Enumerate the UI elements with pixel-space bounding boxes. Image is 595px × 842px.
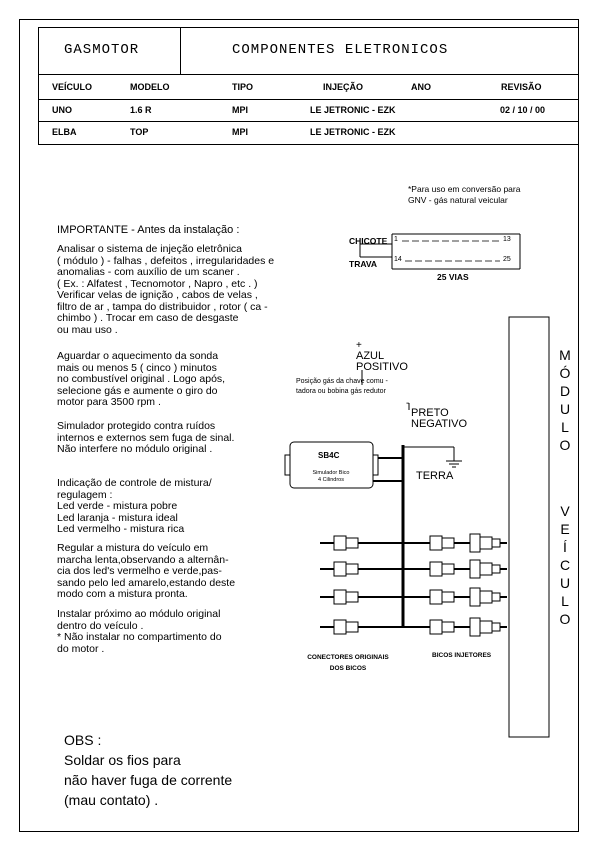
gnv-note: *Para uso em conversão para GNV - gás natural veicular	[408, 184, 521, 205]
col-modelo: MODELO	[130, 82, 170, 92]
paragraph-leds: Indicação de controle de mistura/ regulagem : Led verde - mistura pobre Led laranja - mistura ideal Led vermelho - mistura rica	[57, 477, 212, 535]
modulo-veiculo-box	[509, 317, 549, 737]
ground-icon	[446, 461, 462, 467]
original-connectors	[334, 536, 358, 634]
important-title: IMPORTANTE - Antes da instalação :	[57, 224, 240, 236]
paragraph-regulate: Regular a mistura do veículo em marcha lenta,observando a alternân- cia dos led's vermelho e verde,pas- sando pelo led amarelo,estando deste modo com a mistura pronta.	[57, 542, 236, 600]
brand-name: GASMOTOR	[64, 42, 140, 58]
col-tipo: TIPO	[232, 82, 254, 92]
trava-label: TRAVA	[349, 259, 378, 269]
col-revisao: REVISÃO	[501, 82, 542, 92]
device-description: Simulador Bico 4 Cilindros	[312, 470, 350, 483]
vias-label: 25 VIAS	[437, 272, 469, 282]
conectores-label: CONECTORES ORIGINAIS DOS BICOS	[307, 654, 389, 672]
positivo-label: POSITIVO	[356, 361, 408, 373]
paragraph-install: Instalar próximo ao módulo original dentro do veículo . * Não instalar no compartimento do do motor .	[57, 608, 222, 655]
terra-label: TERRA	[416, 470, 454, 482]
document-title: COMPONENTES ELETRONICOS	[232, 42, 449, 58]
negativo-label: NEGATIVO	[411, 418, 468, 430]
preto-label: PRETO	[411, 407, 449, 419]
paragraph-simulator: Simulador protegido contra ruídos internos e externos sem fuga de sinal. Não interfere no módulo original .	[57, 420, 235, 455]
col-injecao: INJEÇÃO	[323, 82, 364, 92]
azul-label: AZUL	[356, 350, 385, 362]
obs-note: OBS : Soldar os fios para não haver fuga de corrente (mau contato) .	[64, 732, 233, 808]
injector-rows	[320, 543, 507, 627]
col-veiculo: VEÍCULO	[52, 82, 93, 92]
device-name: SB4C	[318, 451, 340, 460]
paragraph-analysis: Analisar o sistema de injeção eletrônica ( módulo ) - falhas , defeitos , irregularidades e anomalias - com auxílio de um scaner . ( Ex. : Alfatest , Tecnomotor , Napro , etc . ) Verificar velas de ignição , cabos de velas , filtro de ar , tampa do distribuidor , rotor ( ca - chimbo ) . Trocar em caso de desgaste ou mau uso .	[57, 243, 275, 336]
paragraph-warmup: Aguardar o aquecimento da sonda mais ou menos 5 ( cinco ) minutos no combustível original . Logo após, selecione gás e aumente o giro do motor para 3500 rpm .	[57, 350, 226, 408]
injectors	[470, 534, 500, 636]
mid-connectors	[430, 536, 454, 634]
chicote-label: CHICOTE	[349, 236, 388, 246]
col-ano: ANO	[411, 82, 431, 92]
bicos-label: BICOS INJETORES	[432, 652, 492, 659]
positive-description: Posição gás da chave comu - tadora ou bobina gás redutor	[296, 378, 388, 395]
modulo-veiculo-label: M Ó D U L O V E Í C U L O	[559, 347, 571, 627]
